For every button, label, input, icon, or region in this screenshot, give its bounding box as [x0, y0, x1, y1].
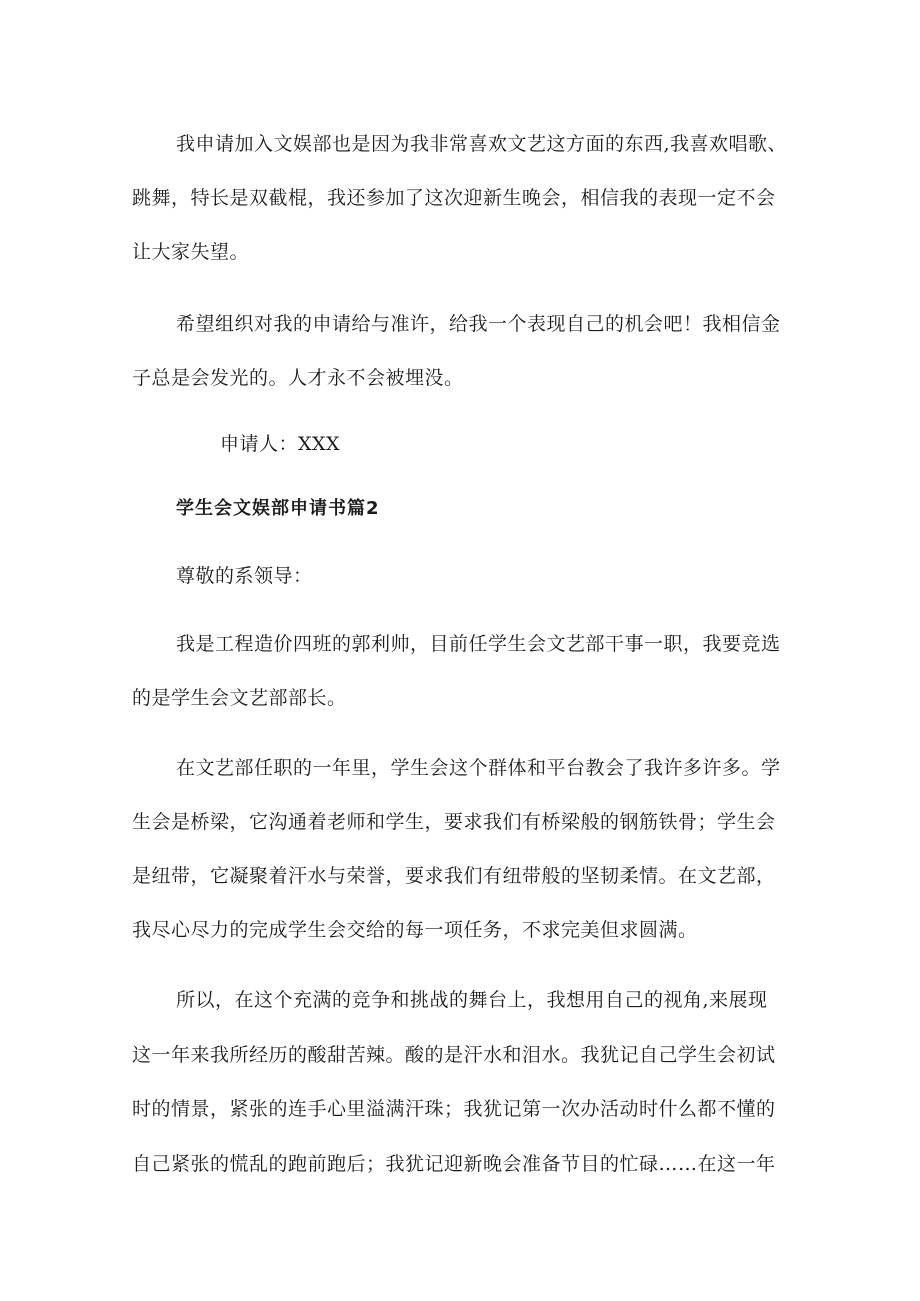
- paragraph-line: 所以，在这个充满的竞争和挑战的舞台上，我想用自己的视角,来展现: [176, 989, 768, 1011]
- paragraph-line: 在文艺部任职的一年里，学生会这个群体和平台教会了我许多许多。学: [176, 757, 781, 779]
- signer-line: 申请人：XXX: [220, 433, 341, 455]
- paragraph-line: 跳舞，特长是双截棍，我还参加了这次迎新生晚会，相信我的表现一定不会: [132, 187, 776, 209]
- paragraph-line: 子总是会发光的。人才永不会被埋没。: [132, 367, 464, 389]
- paragraph-line: 的是学生会文艺部部长。: [132, 687, 347, 709]
- paragraph-line: 希望组织对我的申请给与准许，给我一个表现自己的机会吧！我相信金: [176, 313, 781, 335]
- section-heading: 学生会文娱部申请书篇2: [176, 498, 380, 519]
- salutation: 尊敬的系领导：: [176, 565, 313, 587]
- paragraph-line: 让大家失望。: [132, 241, 250, 263]
- paragraph-line: 生会是桥梁，它沟通着老师和学生，要求我们有桥梁般的钢筋铁骨；学生会: [132, 811, 776, 833]
- paragraph-line: 我申请加入文娱部也是因为我非常喜欢文艺这方面的东西,我喜欢唱歌、: [176, 133, 788, 155]
- paragraph-line: 这一年来我所经历的酸甜苦辣。酸的是汗水和泪水。我犹记自己学生会初试: [132, 1044, 776, 1066]
- paragraph-line: 自己紧张的慌乱的跑前跑后；我犹记迎新晚会准备节目的忙碌……在这一年: [132, 1153, 776, 1175]
- paragraph-line: 是纽带，它凝聚着汗水与荣誉，要求我们有纽带般的坚韧柔情。在文艺部，: [132, 865, 776, 887]
- paragraph-line: 我是工程造价四班的郭利帅，目前任学生会文艺部干事一职，我要竞选: [176, 633, 781, 655]
- paragraph-line: 我尽心尽力的完成学生会交给的每一项任务，不求完美但求圆满。: [132, 919, 698, 941]
- paragraph-line: 时的情景，紧张的连手心里溢满汗珠；我犹记第一次办活动时什么都不懂的: [132, 1098, 776, 1120]
